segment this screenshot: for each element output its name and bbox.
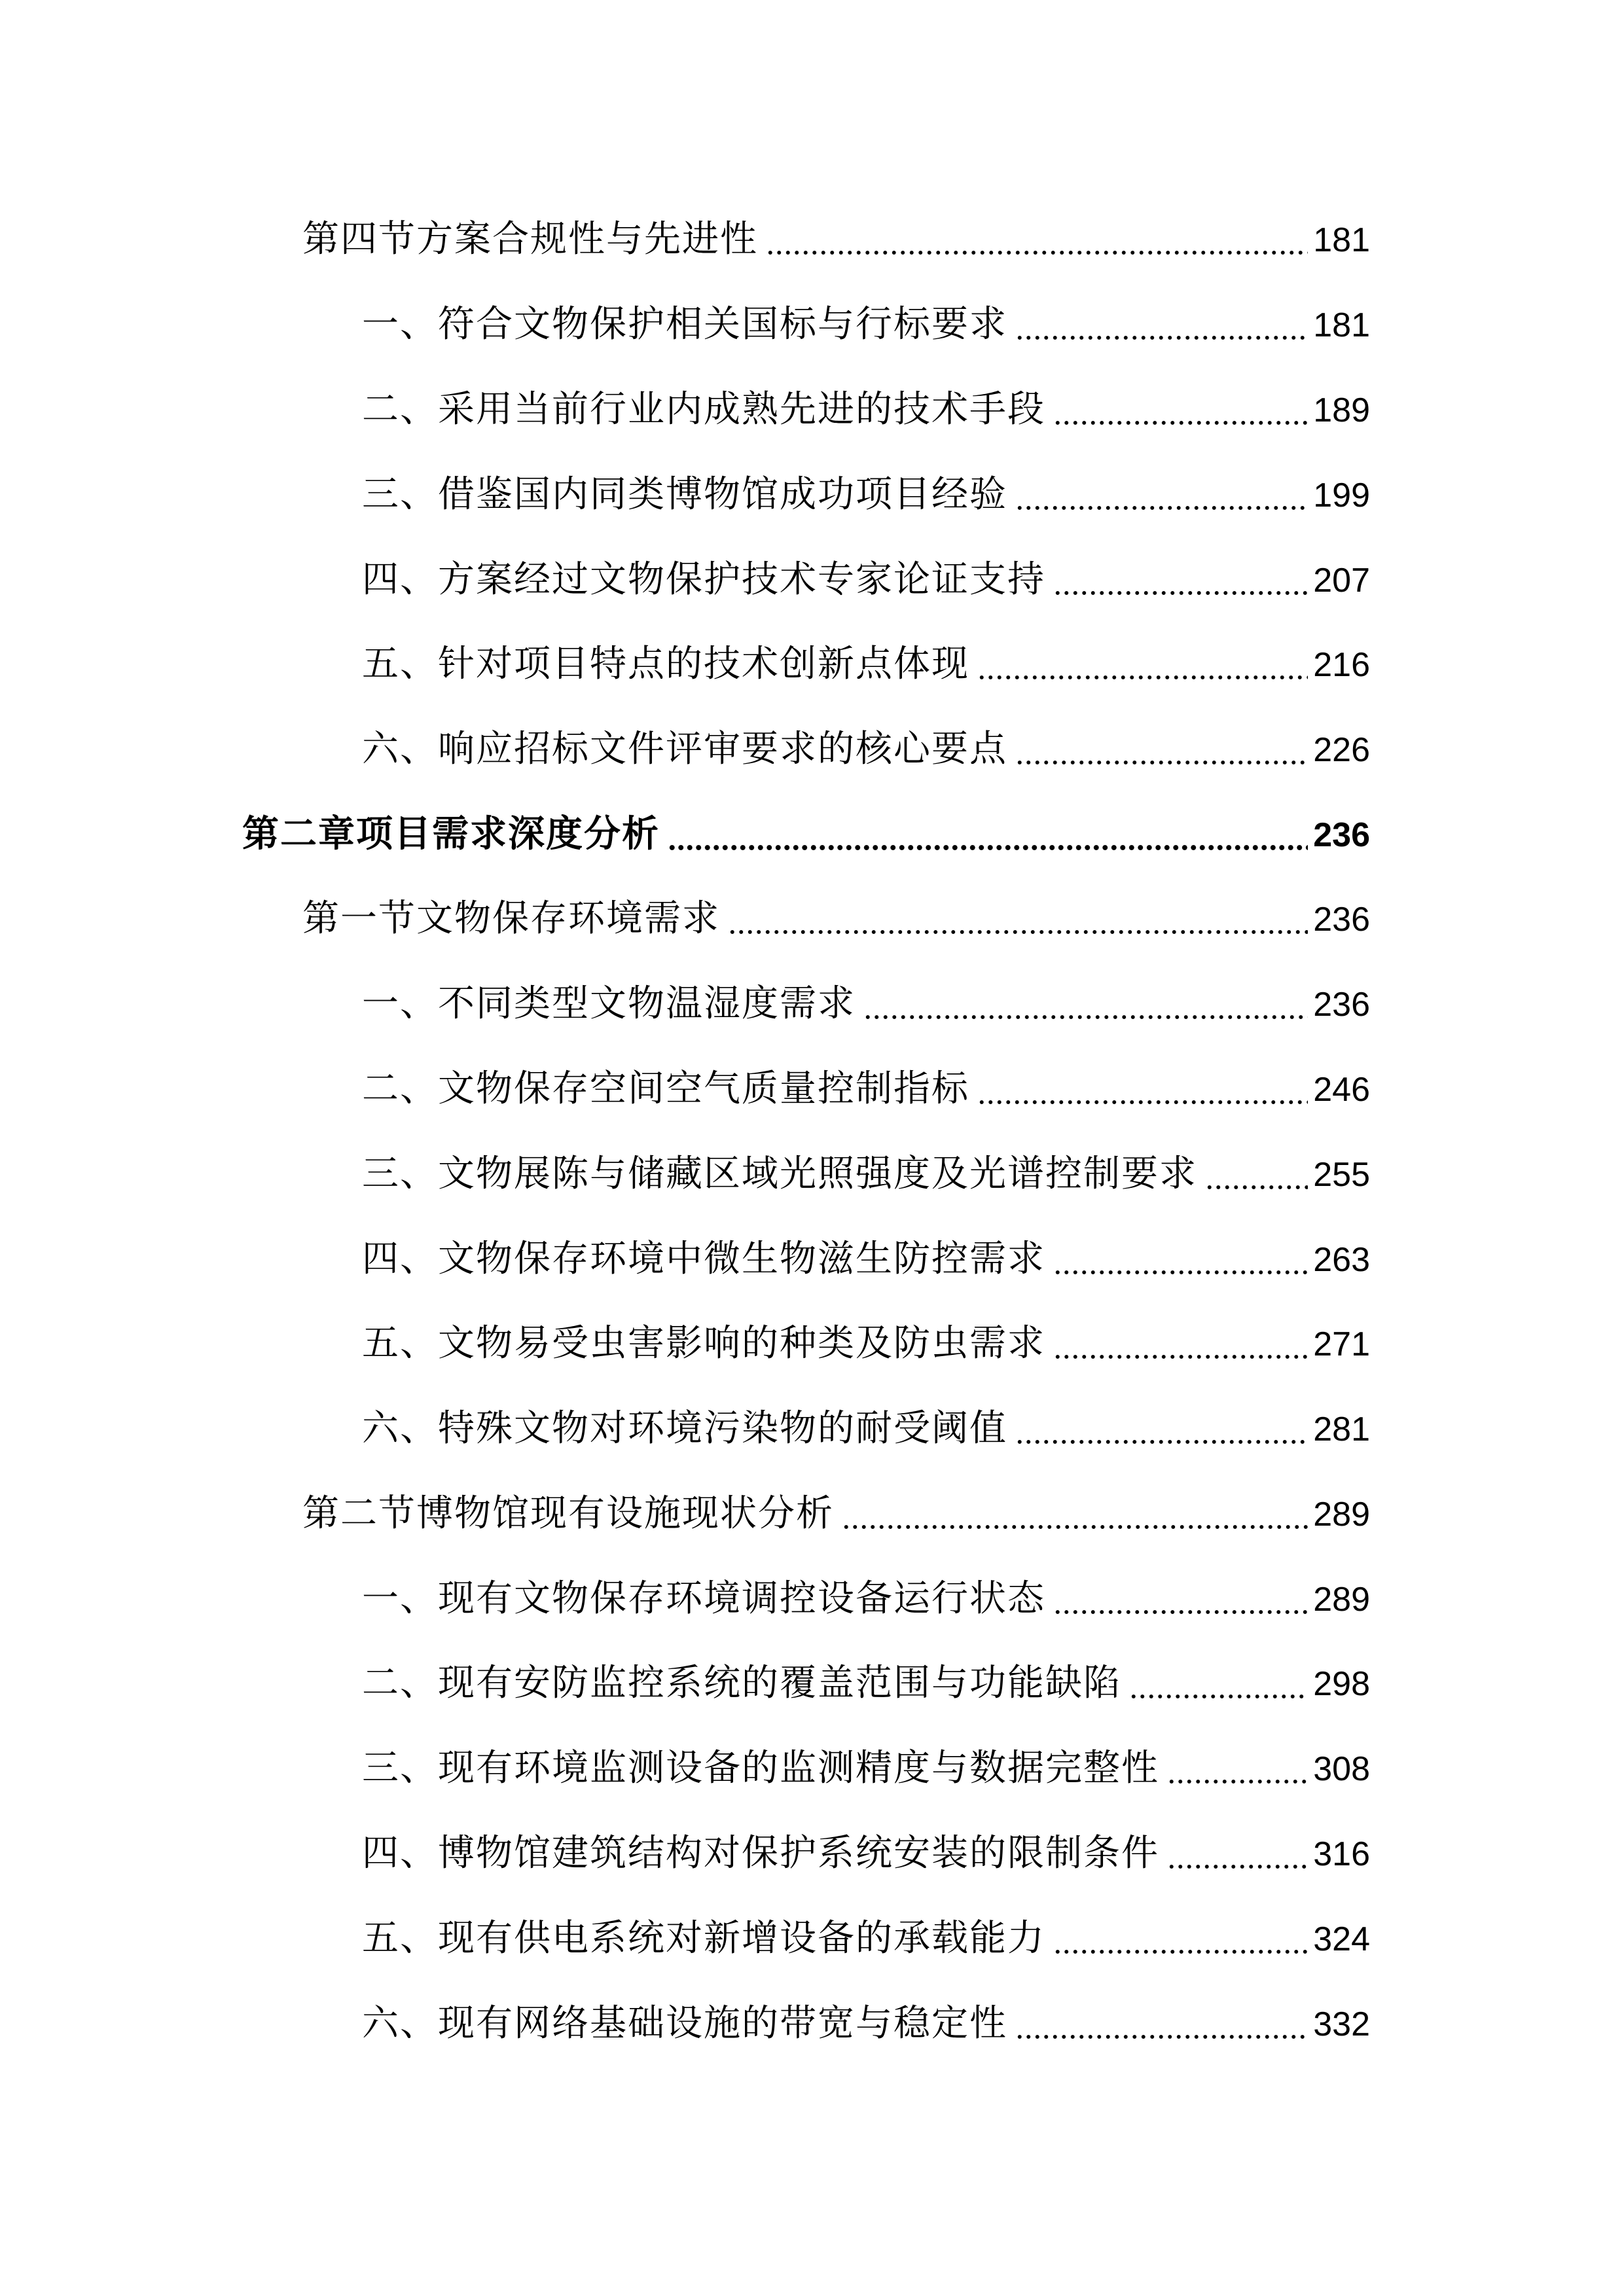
toc-entry[interactable]: [362, 467, 1370, 522]
toc-entry-title: 四、方案经过文物保护技术专家论证支持: [362, 558, 1045, 601]
toc-entry-title: 第四节方案合规性与先进性: [302, 218, 758, 260]
toc-entry-page: 255: [1313, 1156, 1370, 1194]
toc-entry-page: 308: [1313, 1750, 1370, 1788]
toc-entry-page: 199: [1313, 476, 1370, 514]
toc-entry[interactable]: [362, 1147, 1370, 1202]
toc-entry[interactable]: [362, 977, 1370, 1031]
toc-entry-title: 三、现有环境监测设备的监测精度与数据完整性: [362, 1747, 1159, 1789]
toc-entry-page: 226: [1313, 731, 1370, 769]
toc-entry-title: 二、现有安防监控系统的覆盖范围与功能缺陷: [362, 1662, 1121, 1704]
dot-leader: [728, 929, 1308, 935]
toc-entry-page: 236: [1313, 986, 1370, 1024]
dot-leader: [1053, 1269, 1308, 1276]
dot-leader: [977, 1099, 1308, 1105]
toc-entry[interactable]: [362, 1741, 1370, 1796]
toc-entry-title: 三、文物展陈与储藏区域光照强度及光谱控制要求: [362, 1153, 1197, 1195]
toc-entry-page: 324: [1313, 1920, 1370, 1958]
toc-entry[interactable]: [362, 1062, 1370, 1117]
dot-leader: [1167, 1863, 1308, 1870]
toc-entry-page: 289: [1313, 1581, 1370, 1619]
toc-entry-page: 181: [1313, 306, 1370, 344]
dot-leader: [766, 249, 1308, 256]
dot-leader: [1053, 590, 1308, 596]
dot-leader: [1053, 1948, 1308, 1955]
toc-entry-page: 316: [1313, 1835, 1370, 1873]
toc-entry-page: 289: [1313, 1496, 1370, 1534]
toc-entry[interactable]: [362, 637, 1370, 692]
toc-entry[interactable]: [362, 1826, 1370, 1881]
toc-entry-page: 207: [1313, 562, 1370, 600]
dot-leader: [1167, 1778, 1308, 1785]
toc-entry-title: 五、文物易受虫害影响的种类及防虫需求: [362, 1322, 1045, 1365]
dot-leader: [842, 1524, 1308, 1530]
toc-entry-page: 298: [1313, 1665, 1370, 1703]
dot-leader: [1015, 505, 1308, 511]
toc-entry-page: 181: [1313, 221, 1370, 259]
toc-entry-title: 第二节博物馆现有设施现状分析: [302, 1492, 834, 1535]
dot-leader: [1053, 1609, 1308, 1615]
dot-leader: [1205, 1184, 1308, 1191]
toc-entry[interactable]: [302, 1486, 1370, 1541]
dot-leader: [1015, 334, 1308, 341]
toc-entry-title: 六、响应招标文件评审要求的核心要点: [362, 728, 1007, 770]
toc-entry-title: 二、采用当前行业内成熟先进的技术手段: [362, 388, 1045, 431]
dot-leader: [1053, 420, 1308, 426]
toc-entry[interactable]: [362, 1401, 1370, 1456]
toc-entry-title: 四、文物保存环境中微生物滋生防控需求: [362, 1238, 1045, 1280]
toc-entry[interactable]: [362, 1316, 1370, 1371]
toc-entry[interactable]: [362, 722, 1370, 777]
toc-entry-page: 281: [1313, 1410, 1370, 1448]
toc-entry-title: 五、针对项目特点的技术创新点体现: [362, 643, 969, 685]
dot-leader: [863, 1014, 1308, 1020]
toc-entry-title: 第一节文物保存环境需求: [302, 897, 720, 940]
toc-entry-title: 六、特殊文物对环境污染物的耐受阈值: [362, 1407, 1007, 1450]
toc-entry[interactable]: [362, 1571, 1370, 1626]
toc-entry-title: 五、现有供电系统对新增设备的承载能力: [362, 1917, 1045, 1960]
toc-entry-page: 189: [1313, 391, 1370, 429]
toc-entry-page: 263: [1313, 1241, 1370, 1279]
toc-entry[interactable]: [362, 552, 1370, 607]
toc-chapter-entry[interactable]: [242, 807, 1370, 862]
toc-entry-title: 二、文物保存空间空气质量控制指标: [362, 1067, 969, 1110]
dot-leader: [977, 674, 1308, 681]
toc-entry-title: 一、符合文物保护相关国标与行标要求: [362, 303, 1007, 346]
toc-entry[interactable]: [362, 1232, 1370, 1287]
dot-leader: [1015, 1439, 1308, 1445]
toc-entry-title: 一、不同类型文物温湿度需求: [362, 982, 856, 1025]
toc-entry-page: 271: [1313, 1325, 1370, 1363]
toc-entry-page: 246: [1313, 1071, 1370, 1109]
toc-entry-title: 第二章项目需求深度分析: [242, 813, 660, 855]
dot-leader: [1015, 2034, 1308, 2040]
toc-entry[interactable]: [362, 297, 1370, 352]
toc-entry[interactable]: [362, 1996, 1370, 2051]
toc-entry-page: 332: [1313, 2005, 1370, 2043]
toc-entry-page: 236: [1313, 901, 1370, 939]
dot-leader: [668, 844, 1308, 851]
dot-leader: [1053, 1354, 1308, 1360]
toc-entry[interactable]: [362, 382, 1370, 437]
dot-leader: [1129, 1693, 1308, 1700]
toc-entry[interactable]: [362, 1911, 1370, 1966]
toc-entry-title: 三、借鉴国内同类博物馆成功项目经验: [362, 473, 1007, 516]
toc-entry-page: 236: [1313, 816, 1370, 854]
toc-entry-page: 216: [1313, 646, 1370, 684]
toc-entry[interactable]: [302, 891, 1370, 946]
dot-leader: [1015, 759, 1308, 766]
toc-entry[interactable]: [362, 1656, 1370, 1711]
toc-entry-title: 一、现有文物保存环境调控设备运行状态: [362, 1577, 1045, 1620]
toc-entry-title: 四、博物馆建筑结构对保护系统安装的限制条件: [362, 1832, 1159, 1874]
toc-entry-title: 六、现有网络基础设施的带宽与稳定性: [362, 2002, 1007, 2045]
toc-entry[interactable]: [302, 212, 1370, 267]
